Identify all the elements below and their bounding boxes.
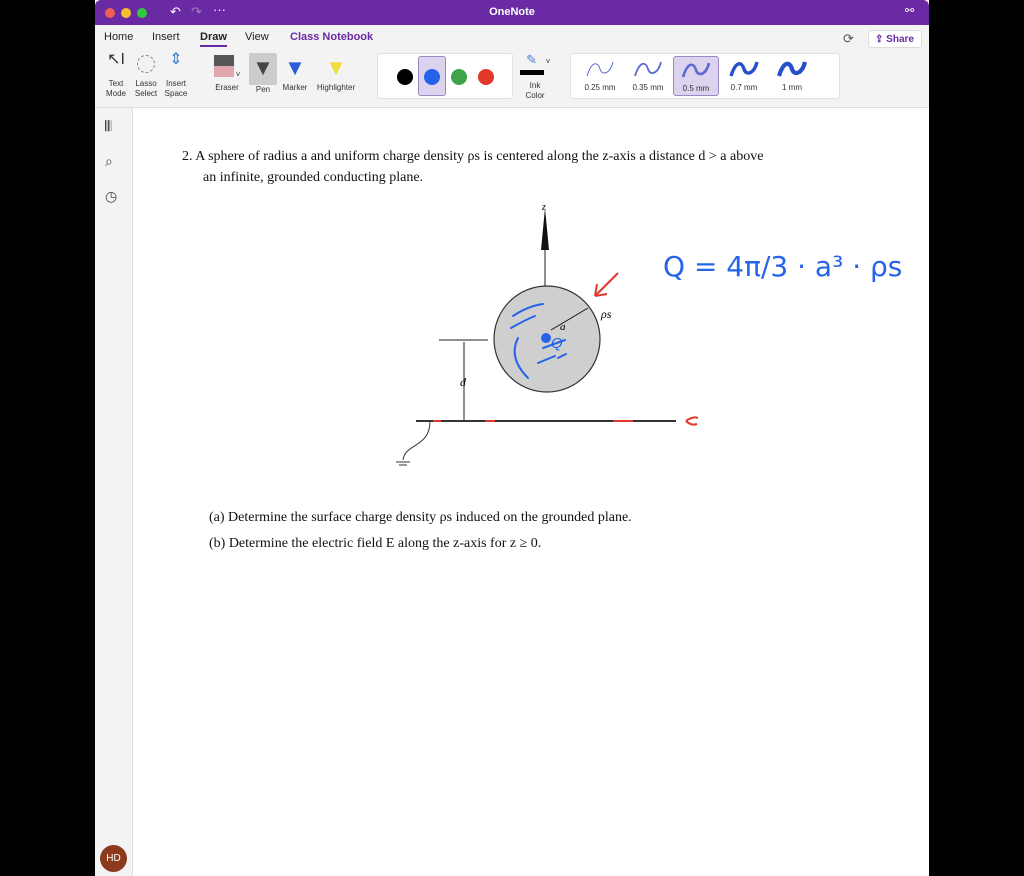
window-title: OneNote: [489, 6, 535, 18]
share-icon: ⇪: [875, 34, 887, 45]
pen-label: Pen: [255, 85, 271, 94]
ribbon: [95, 25, 929, 108]
thickness-palette: [570, 53, 840, 99]
lasso-select-button[interactable]: Lasso Select: [132, 55, 160, 99]
color-swatch-blue[interactable]: [424, 69, 440, 85]
a-label: a: [560, 321, 566, 333]
problem-line-2: an infinite, grounded conducting plane.: [203, 170, 424, 185]
marker-button[interactable]: ▼ Marker: [279, 55, 311, 93]
Q-label: Q: [551, 335, 563, 352]
eraser-icon: [214, 55, 234, 77]
stroke-sample-icon: [584, 58, 616, 80]
note-page[interactable]: [133, 108, 929, 876]
tab-home[interactable]: Home: [104, 31, 134, 43]
part-a: (a) Determine the surface charge density ρs induced on the grounded plane.: [209, 510, 632, 525]
search-icon[interactable]: ⌕: [105, 153, 113, 169]
insert-space-button[interactable]: ⇕ Insert Space: [162, 55, 190, 99]
red-mark: [686, 417, 698, 424]
handwritten-equation: Q = 4π/3 · a³ · ρs: [663, 250, 903, 283]
highlighter-icon: ▼: [325, 55, 347, 80]
text-mode-button[interactable]: ↖I Text Mode: [103, 55, 129, 99]
ink-color-icon: ✎: [520, 55, 544, 75]
charge-dot: [541, 333, 551, 343]
undo-icon[interactable]: ↶: [170, 4, 181, 19]
ink-color-button[interactable]: ✎ ˅ Ink Color: [515, 55, 555, 101]
insert-space-icon: ⇕: [169, 51, 183, 68]
rho-label: ρs: [601, 307, 612, 321]
color-swatch-black[interactable]: [397, 69, 413, 85]
text-mode-icon: ↖I: [107, 51, 125, 68]
tab-insert[interactable]: Insert: [152, 31, 180, 43]
lasso-icon: [137, 55, 155, 73]
pen-button[interactable]: [249, 53, 277, 85]
thickness-option[interactable]: 0.35 mm: [625, 56, 671, 96]
z-axis-arrow: [541, 208, 549, 250]
ground-wire: [403, 421, 430, 460]
title-bar: [95, 0, 929, 25]
stroke-sample-icon: [680, 59, 712, 81]
red-arrow: [595, 273, 618, 296]
tab-draw[interactable]: Draw: [200, 31, 227, 47]
notebooks-icon[interactable]: 𝄃𝄃: [105, 118, 112, 134]
tab-view[interactable]: View: [245, 31, 269, 43]
more-icon[interactable]: ···: [213, 2, 226, 17]
share-button[interactable]: ⇪ Share: [868, 30, 922, 48]
marker-icon: ▼: [284, 55, 306, 80]
onenote-window: [95, 0, 929, 876]
tab-class-notebook[interactable]: Class Notebook: [290, 31, 374, 43]
stroke-sample-icon: [728, 58, 760, 80]
sync-icon[interactable]: ⟳: [843, 31, 854, 46]
figure: [133, 108, 929, 488]
z-label: z: [542, 202, 546, 213]
stroke-sample-icon: [632, 58, 664, 80]
stroke-sample-icon: [776, 58, 808, 80]
avatar[interactable]: HD: [100, 845, 127, 872]
problem-line-1: 2. A sphere of radius a and uniform charge density ρs is centered along the z-axis a distance d > a above: [182, 149, 764, 164]
eraser-button[interactable]: ˅ Eraser: [208, 55, 246, 93]
thickness-option[interactable]: 1 mm: [769, 56, 815, 96]
thickness-option[interactable]: 0.7 mm: [721, 56, 767, 96]
sidebar: [95, 108, 133, 876]
thickness-option[interactable]: 0.25 mm: [577, 56, 623, 96]
collaborate-icon[interactable]: ⚯: [905, 5, 915, 17]
thickness-option[interactable]: 0.5 mm: [673, 56, 719, 96]
pen-icon: ▼: [252, 55, 274, 80]
d-label: d: [460, 375, 466, 389]
highlighter-button[interactable]: ▼ Highlighter: [313, 55, 359, 93]
color-swatch-green[interactable]: [451, 69, 467, 85]
recent-icon[interactable]: ◷: [105, 188, 118, 204]
redo-icon[interactable]: ↷: [191, 4, 202, 19]
color-swatch-red[interactable]: [478, 69, 494, 85]
color-palette: [377, 53, 513, 99]
part-b: (b) Determine the electric field E along the z-axis for z ≥ 0.: [209, 536, 542, 551]
